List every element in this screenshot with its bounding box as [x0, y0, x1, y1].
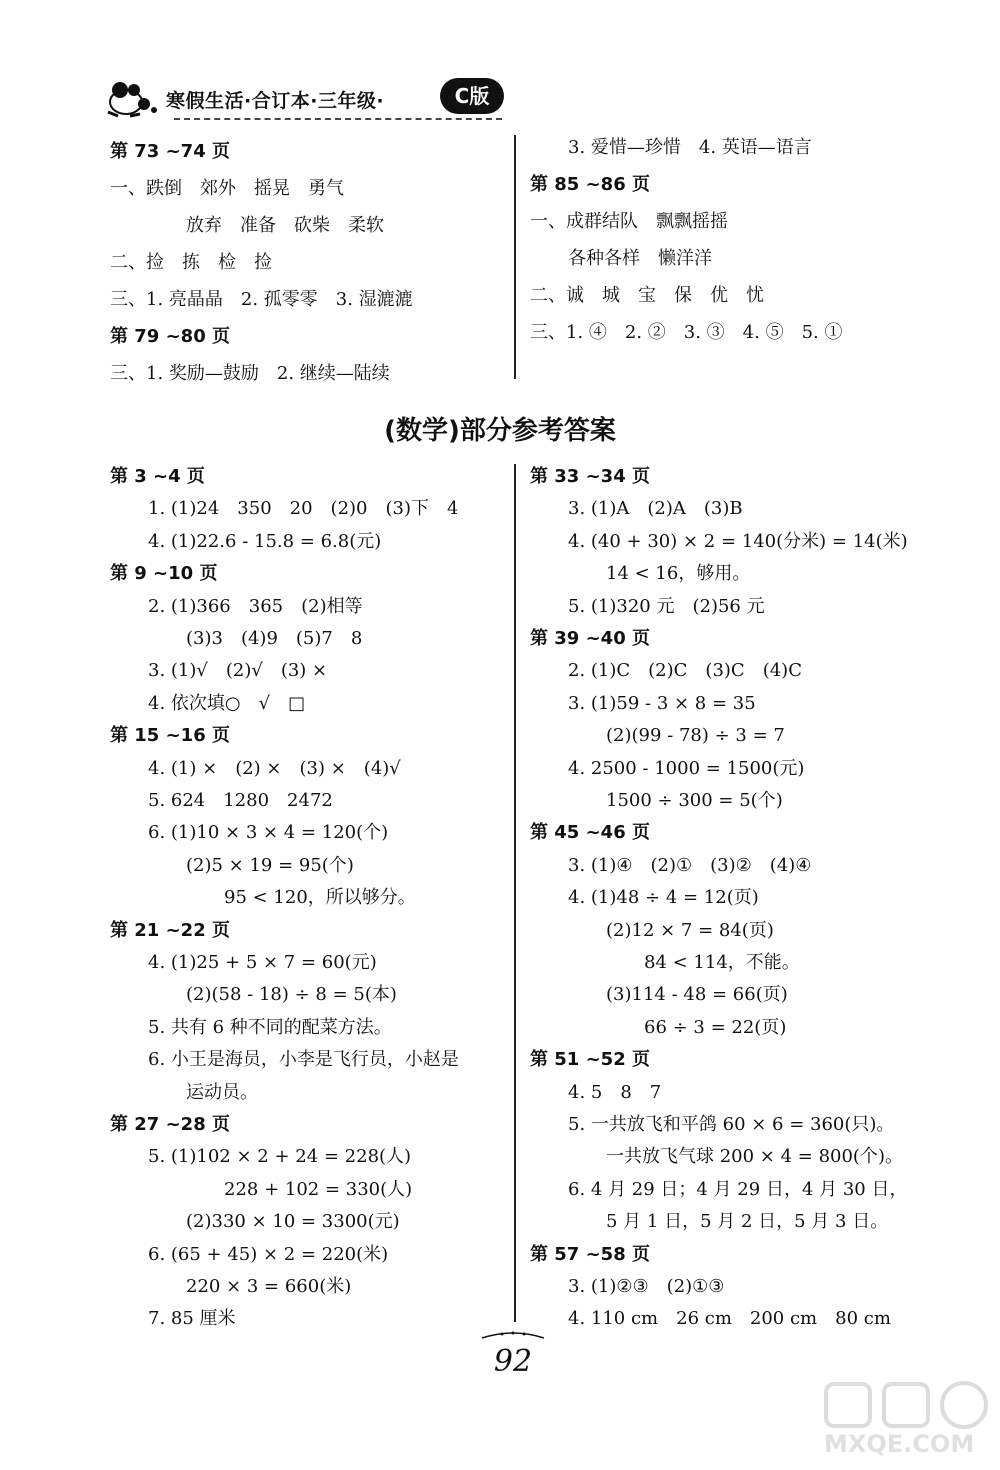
answer-line: 三、1. 亮晶晶 2. 孤零零 3. 湿漉漉	[110, 289, 413, 310]
answer-line: 3. (1)A (2)A (3)B	[568, 498, 743, 520]
page-range-heading: 第 45 ~46 页	[530, 822, 650, 844]
answer-line: 5. 一共放飞和平鸽 60 × 6 = 360(只)。	[568, 1114, 895, 1135]
page-number: 92	[493, 1344, 533, 1379]
answer-line: 66 ÷ 3 = 22(页)	[644, 1016, 787, 1038]
answer-line: 3. (1)59 - 3 × 8 = 35	[568, 692, 756, 714]
answer-line: 4. (1)25 + 5 × 7 = 60(元)	[148, 952, 377, 973]
answer-line: 2. (1)C (2)C (3)C (4)C	[568, 660, 802, 682]
math-section-title: (数学)部分参考答案	[384, 416, 616, 446]
answer-line: 一共放飞气球 200 × 4 = 800(个)。	[606, 1146, 903, 1168]
answer-line: 二、捡 拣 检 捡	[110, 252, 272, 273]
answer-line: 运动员。	[186, 1081, 258, 1103]
answer-line: 4. (1)22.6 - 15.8 = 6.8(元)	[148, 530, 382, 552]
page-range-heading: 第 9 ~10 页	[110, 563, 218, 585]
answer-line: 1. (1)24 350 20 (2)0 (3)下 4	[148, 498, 459, 520]
answer-line: 5. (1)102 × 2 + 24 = 228(人)	[148, 1146, 412, 1168]
answer-line: 一、跌倒 郊外 摇晃 勇气	[110, 178, 344, 199]
watermark-logo-icon	[816, 1380, 1000, 1430]
answer-line: 3. 爱惜—珍惜 4. 英语—语言	[568, 137, 812, 158]
answer-line: 6. (1)10 × 3 × 4 = 120(个)	[148, 822, 389, 844]
answer-line: 5 月 1 日，5 月 2 日，5 月 3 日。	[606, 1211, 889, 1233]
answer-line: 14 < 16，够用。	[606, 563, 751, 585]
book-title: 寒假生活·合订本·三年级·	[166, 90, 385, 112]
page-header	[100, 72, 520, 124]
answer-line: 放弃 准备 砍柴 柔软	[186, 215, 384, 236]
answer-line: (2)12 × 7 = 84(页)	[606, 919, 774, 941]
answer-line: 3. (1)④ (2)① (3)② (4)④	[568, 854, 812, 876]
page-range-heading: 第 21 ~22 页	[110, 919, 230, 941]
page-range-heading: 第 33 ~34 页	[530, 466, 650, 487]
answer-line: 一、成群结队 飘飘摇摇	[530, 211, 728, 232]
answer-line: 5. 624 1280 2472	[148, 790, 333, 811]
answer-line: (3)3 (4)9 (5)7 8	[186, 628, 363, 649]
answer-line: 6. 小王是海员，小李是飞行员，小赵是	[148, 1049, 459, 1071]
mascot-logo-icon	[100, 76, 162, 120]
answer-line: 4. (40 + 30) × 2 = 140(分米) = 14(米)	[568, 530, 908, 552]
page-range-heading: 第 73 ~74 页	[110, 141, 230, 162]
answer-line: 6. (65 + 45) × 2 = 220(米)	[148, 1243, 389, 1265]
answer-line: 3. (1)②③ (2)①③	[568, 1276, 725, 1297]
answer-line: 1500 ÷ 300 = 5(个)	[606, 790, 783, 811]
edition-badge: C版	[440, 78, 504, 114]
answer-line: 5. 共有 6 种不同的配菜方法。	[148, 1016, 392, 1038]
page-range-heading: 第 15 ~16 页	[110, 725, 230, 747]
answer-line: 4. 110 cm 26 cm 200 cm 80 cm	[568, 1308, 891, 1330]
answer-line: 4. 5 8 7	[568, 1081, 662, 1103]
answer-line: 二、诚 城 宝 保 优 忧	[530, 285, 764, 306]
answer-line: 3. (1)√ (2)√ (3) ×	[148, 660, 328, 682]
answer-line: 2. (1)366 365 (2)相等	[148, 595, 363, 617]
watermark	[816, 1380, 1000, 1466]
answer-line: 95 < 120，所以够分。	[224, 887, 416, 909]
answer-line: (2)(58 - 18) ÷ 8 = 5(本)	[186, 984, 397, 1006]
answer-line: 三、1. ④ 2. ② 3. ③ 4. ⑤ 5. ①	[530, 322, 843, 343]
answer-line: (2)(99 - 78) ÷ 3 = 7	[606, 725, 785, 747]
page-range-heading: 第 85 ~86 页	[530, 174, 650, 195]
answer-line: 6. 4 月 29 日；4 月 29 日，4 月 30 日，	[568, 1178, 908, 1200]
answer-line: 各种各样 懒洋洋	[568, 248, 712, 269]
header-rule	[174, 118, 502, 120]
answer-line: (2)330 × 10 = 3300(元)	[186, 1211, 400, 1233]
answer-line: 84 < 114，不能。	[644, 952, 800, 973]
answer-line: 三、1. 奖励—鼓励 2. 继续—陆续	[110, 363, 390, 384]
page-range-heading: 第 51 ~52 页	[530, 1049, 650, 1071]
page-range-heading: 第 79 ~80 页	[110, 326, 230, 347]
answer-line: 4. 依次填○ √ □	[148, 692, 306, 714]
answer-line: 4. 2500 - 1000 = 1500(元)	[568, 757, 805, 779]
page-range-heading: 第 3 ~4 页	[110, 466, 205, 487]
page-range-heading: 第 39 ~40 页	[530, 628, 650, 649]
column-divider-bottom	[514, 464, 516, 1322]
answer-line: 220 × 3 = 660(米)	[186, 1276, 352, 1297]
answer-line: 228 + 102 = 330(人)	[224, 1178, 413, 1200]
answer-line: (2)5 × 19 = 95(个)	[186, 854, 354, 876]
answer-line: 5. (1)320 元 (2)56 元	[568, 595, 765, 617]
page-range-heading: 第 57 ~58 页	[530, 1243, 650, 1265]
page-range-heading: 第 27 ~28 页	[110, 1114, 230, 1135]
answer-line: 4. (1)48 ÷ 4 = 12(页)	[568, 887, 759, 909]
answer-line: 4. (1) × (2) × (3) × (4)√	[148, 757, 401, 779]
watermark-text: MXQE.COM	[824, 1430, 975, 1458]
answer-line: 7. 85 厘米	[148, 1308, 236, 1330]
answer-line: (3)114 - 48 = 66(页)	[606, 984, 788, 1006]
column-divider-top	[514, 135, 516, 379]
